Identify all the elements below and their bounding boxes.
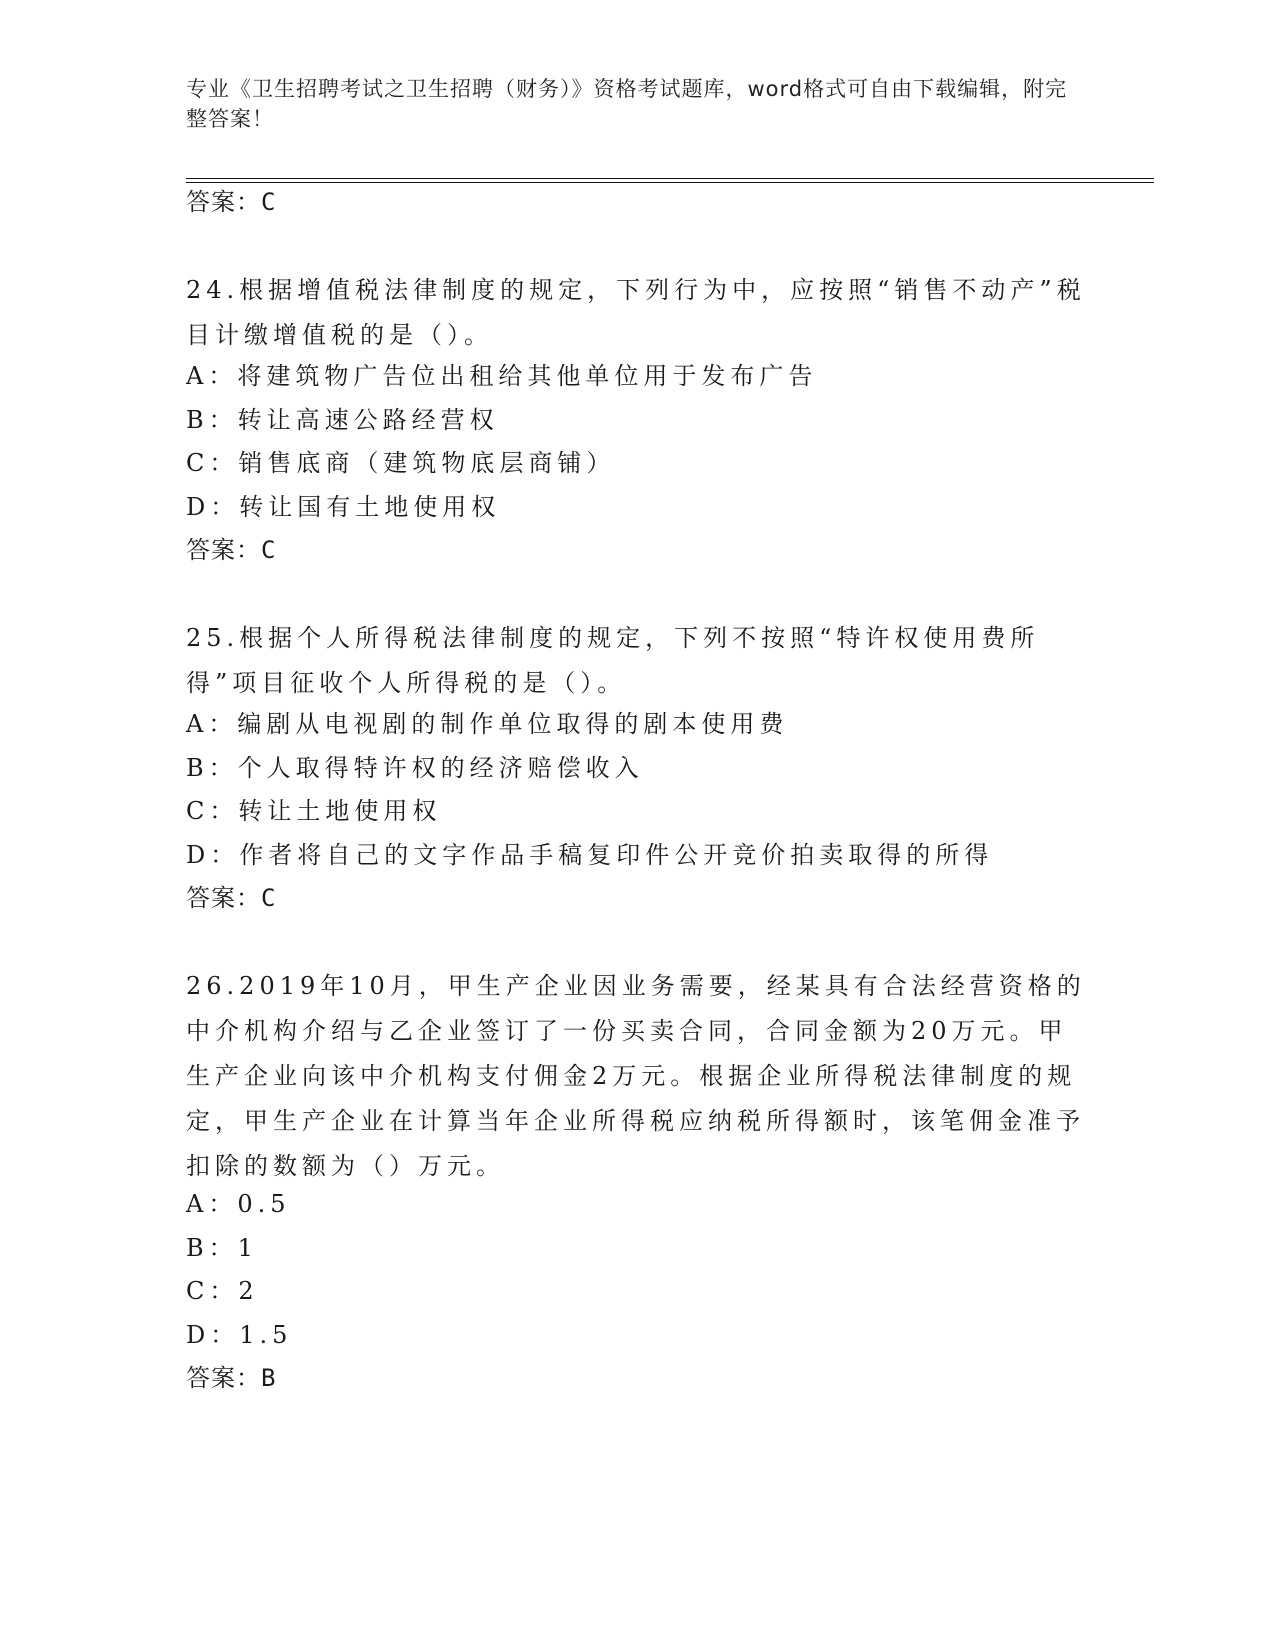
- answer-value: C: [261, 884, 277, 912]
- question-stem-26: 26.2019年10月，甲生产企业因业务需要，经某具有合法经营资格的中介机构介绍与乙企业签订了一份买卖合同，合同金额为20万元。甲生产企业向该中介机构支付佣金2万元。根据企业所得税法律制度的规定，甲生产企业在计算当年企业所得税应纳税所得额时，该笔佣金准予扣除的数额为（）万元。: [186, 972, 1086, 1180]
- option-24-a: A：将建筑物广告位出租给其他单位用于发布广告: [186, 362, 818, 390]
- option-24-b: B：转让高速公路经营权: [186, 406, 499, 434]
- option-24-c: C：销售底商（建筑物底层商铺）: [186, 449, 616, 477]
- option-26-b: B：1: [186, 1234, 258, 1262]
- answer-line-26: [186, 1362, 276, 1394]
- answer-label: 答案：: [186, 188, 261, 216]
- option-26-d: D：1.5: [186, 1321, 293, 1349]
- option-25-d: D：作者将自己的文字作品手稿复印件公开竞价拍卖取得的所得: [186, 841, 994, 869]
- header-double-rule: [186, 178, 1154, 183]
- option-24-d: D：转让国有土地使用权: [186, 493, 501, 521]
- page-header: 专业《卫生招聘考试之卫生招聘（财务）》资格考试题库，word格式可自由下载编辑，附完整答案！: [186, 77, 1068, 131]
- option-26-a: A：0.5: [186, 1190, 291, 1218]
- answer-label: 答案：: [186, 884, 261, 912]
- option-25-c: C：转让土地使用权: [186, 797, 442, 825]
- answer-value: C: [261, 188, 277, 216]
- option-25-a: A：编剧从电视剧的制作单位取得的剧本使用费: [186, 710, 789, 738]
- option-25-b: B：个人取得特许权的经济赔偿收入: [186, 754, 644, 782]
- answer-value: C: [261, 536, 277, 564]
- question-stem-25: 25.根据个人所得税法律制度的规定，下列不按照“特许权使用费所得”项目征收个人所得税的是（）。: [186, 624, 1040, 697]
- option-26-c: C：2: [186, 1277, 259, 1305]
- answer-line-24: [186, 534, 276, 566]
- question-stem-24: 24.根据增值税法律制度的规定，下列行为中，应按照“销售不动产”税目计缴增值税的是（）。: [186, 276, 1086, 349]
- answer-line: [186, 186, 276, 218]
- answer-value: B: [261, 1364, 277, 1392]
- answer-label: 答案：: [186, 1364, 261, 1392]
- answer-line-25: [186, 882, 276, 914]
- answer-label: 答案：: [186, 536, 261, 564]
